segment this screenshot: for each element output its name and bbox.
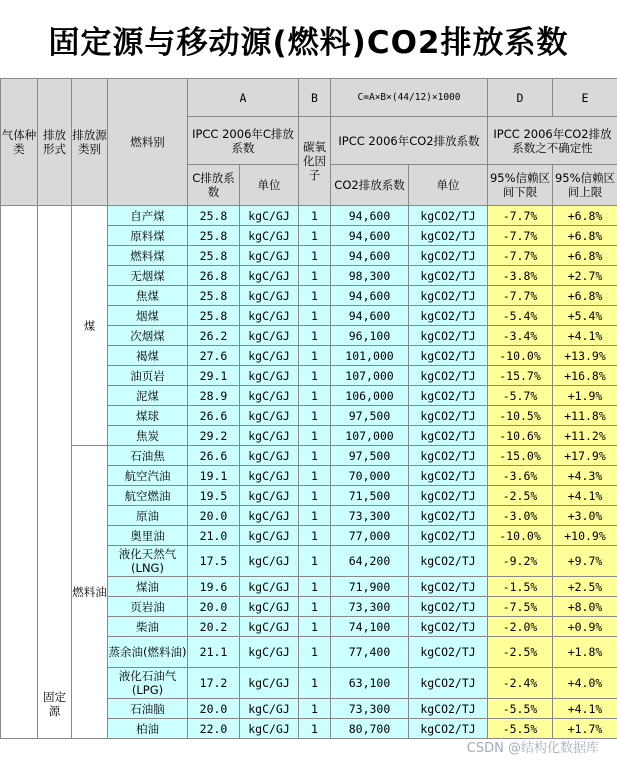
oxidation-cell: 1: [299, 406, 331, 426]
oxidation-cell: 1: [299, 446, 331, 466]
lower-95-cell: -3.4%: [488, 326, 553, 346]
c-factor-cell: 21.0: [188, 526, 240, 546]
header-c-factor: C排放系数: [188, 165, 240, 206]
co2-factor-cell: 73,300: [331, 506, 409, 526]
header-gas-type: 气体种类: [1, 79, 38, 206]
upper-95-cell: +16.8%: [553, 366, 617, 386]
upper-95-cell: +5.4%: [553, 306, 617, 326]
fuel-name-cell: 奥里油: [108, 526, 188, 546]
co2-factor-cell: 71,500: [331, 486, 409, 506]
c-factor-cell: 25.8: [188, 226, 240, 246]
category-fuel-oil: 燃料油: [72, 446, 108, 739]
fuel-name-cell: 褐煤: [108, 346, 188, 366]
oxidation-cell: 1: [299, 546, 331, 577]
c-factor-cell: 19.6: [188, 577, 240, 597]
c-unit-cell: kgC/GJ: [240, 546, 299, 577]
fuel-name-cell: 柴油: [108, 617, 188, 637]
c-unit-cell: kgC/GJ: [240, 246, 299, 266]
co2-unit-cell: kgCO2/TJ: [409, 266, 488, 286]
c-unit-cell: kgC/GJ: [240, 486, 299, 506]
lower-95-cell: -10.5%: [488, 406, 553, 426]
lower-95-cell: -5.4%: [488, 306, 553, 326]
lower-95-cell: -7.7%: [488, 226, 553, 246]
co2-factor-cell: 77,000: [331, 526, 409, 546]
co2-unit-cell: kgCO2/TJ: [409, 668, 488, 699]
c-unit-cell: kgC/GJ: [240, 346, 299, 366]
co2-unit-cell: kgCO2/TJ: [409, 406, 488, 426]
oxidation-cell: 1: [299, 286, 331, 306]
oxidation-cell: 1: [299, 246, 331, 266]
fuel-name-cell: 无烟煤: [108, 266, 188, 286]
oxidation-cell: 1: [299, 699, 331, 719]
c-factor-cell: 22.0: [188, 719, 240, 739]
c-unit-cell: kgC/GJ: [240, 577, 299, 597]
upper-95-cell: +17.9%: [553, 446, 617, 466]
upper-95-cell: +8.0%: [553, 597, 617, 617]
header-oxidation-factor: 碳氧化因子: [299, 117, 331, 206]
lower-95-cell: -5.5%: [488, 699, 553, 719]
co2-unit-cell: kgCO2/TJ: [409, 386, 488, 406]
c-unit-cell: kgC/GJ: [240, 266, 299, 286]
oxidation-cell: 1: [299, 719, 331, 739]
upper-95-cell: +4.0%: [553, 668, 617, 699]
lower-95-cell: -15.0%: [488, 446, 553, 466]
fuel-name-cell: 液化石油气(LPG): [108, 668, 188, 699]
c-factor-cell: 29.2: [188, 426, 240, 446]
lower-95-cell: -5.5%: [488, 719, 553, 739]
co2-unit-cell: kgCO2/TJ: [409, 286, 488, 306]
oxidation-cell: 1: [299, 506, 331, 526]
upper-95-cell: +4.1%: [553, 699, 617, 719]
upper-95-cell: +6.8%: [553, 206, 617, 226]
co2-unit-cell: kgCO2/TJ: [409, 617, 488, 637]
c-factor-cell: 25.8: [188, 286, 240, 306]
oxidation-cell: 1: [299, 577, 331, 597]
oxidation-cell: 1: [299, 266, 331, 286]
co2-unit-cell: kgCO2/TJ: [409, 719, 488, 739]
upper-95-cell: +1.8%: [553, 637, 617, 668]
upper-95-cell: +1.9%: [553, 386, 617, 406]
upper-95-cell: +11.2%: [553, 426, 617, 446]
oxidation-cell: 1: [299, 206, 331, 226]
co2-factor-cell: 94,600: [331, 286, 409, 306]
c-factor-cell: 21.1: [188, 637, 240, 668]
fuel-name-cell: 煤油: [108, 577, 188, 597]
table-row: [1, 446, 617, 466]
upper-95-cell: +4.1%: [553, 326, 617, 346]
upper-95-cell: +1.7%: [553, 719, 617, 739]
lower-95-cell: -15.7%: [488, 366, 553, 386]
header-source-category: 排放源类别: [72, 79, 108, 206]
upper-95-cell: +0.9%: [553, 617, 617, 637]
co2-unit-cell: kgCO2/TJ: [409, 306, 488, 326]
c-factor-cell: 17.2: [188, 668, 240, 699]
fuel-name-cell: 柏油: [108, 719, 188, 739]
header-col-a: A: [188, 79, 299, 117]
lower-95-cell: -2.5%: [488, 486, 553, 506]
c-unit-cell: kgC/GJ: [240, 306, 299, 326]
lower-95-cell: -7.5%: [488, 597, 553, 617]
oxidation-cell: 1: [299, 326, 331, 346]
fuel-name-cell: 页岩油: [108, 597, 188, 617]
co2-unit-cell: kgCO2/TJ: [409, 226, 488, 246]
co2-unit-cell: kgCO2/TJ: [409, 699, 488, 719]
c-unit-cell: kgC/GJ: [240, 326, 299, 346]
upper-95-cell: +10.9%: [553, 526, 617, 546]
header-col-d: D: [488, 79, 553, 117]
co2-factor-cell: 97,500: [331, 406, 409, 426]
fuel-name-cell: 焦炭: [108, 426, 188, 446]
oxidation-cell: 1: [299, 366, 331, 386]
c-factor-cell: 17.5: [188, 546, 240, 577]
fuel-name-cell: 原料煤: [108, 226, 188, 246]
header-ipcc-co2-factor: IPCC 2006年CO2排放系数: [331, 117, 488, 165]
oxidation-cell: 1: [299, 526, 331, 546]
c-unit-cell: kgC/GJ: [240, 719, 299, 739]
fuel-name-cell: 泥煤: [108, 386, 188, 406]
co2-unit-cell: kgCO2/TJ: [409, 326, 488, 346]
lower-95-cell: -3.6%: [488, 466, 553, 486]
header-unit-2: 单位: [409, 165, 488, 206]
co2-factor-cell: 74,100: [331, 617, 409, 637]
header-emission-form: 排放形式: [38, 79, 72, 206]
fuel-name-cell: 蒸余油(燃料油): [108, 637, 188, 668]
upper-95-cell: +4.1%: [553, 486, 617, 506]
fuel-name-cell: 航空燃油: [108, 486, 188, 506]
fuel-name-cell: 自产煤: [108, 206, 188, 226]
lower-95-cell: -3.8%: [488, 266, 553, 286]
co2-factor-cell: 107,000: [331, 366, 409, 386]
oxidation-cell: 1: [299, 637, 331, 668]
c-factor-cell: 26.6: [188, 446, 240, 466]
c-factor-cell: 25.8: [188, 246, 240, 266]
lower-95-cell: -10.0%: [488, 346, 553, 366]
upper-95-cell: +3.0%: [553, 506, 617, 526]
oxidation-cell: 1: [299, 597, 331, 617]
co2-factor-cell: 96,100: [331, 326, 409, 346]
oxidation-cell: 1: [299, 306, 331, 326]
fuel-name-cell: 焦煤: [108, 286, 188, 306]
c-factor-cell: 25.8: [188, 206, 240, 226]
header-unit: 单位: [240, 165, 299, 206]
c-factor-cell: 28.9: [188, 386, 240, 406]
header-fuel-type: 燃料别: [108, 79, 188, 206]
co2-unit-cell: kgCO2/TJ: [409, 637, 488, 668]
header-upper-95: 95%信赖区间上限: [553, 165, 617, 206]
co2-factor-cell: 73,300: [331, 699, 409, 719]
co2-unit-cell: kgCO2/TJ: [409, 577, 488, 597]
co2-factor-cell: 94,600: [331, 206, 409, 226]
co2-unit-cell: kgCO2/TJ: [409, 546, 488, 577]
oxidation-cell: 1: [299, 226, 331, 246]
header-formula: C=A×B×(44/12)×1000: [331, 79, 488, 117]
category-coal: 煤: [72, 206, 108, 446]
lower-95-cell: -7.7%: [488, 286, 553, 306]
c-unit-cell: kgC/GJ: [240, 526, 299, 546]
header-ipcc-uncertainty: IPCC 2006年CO2排放系数之不确定性: [488, 117, 617, 165]
co2-factor-cell: 63,100: [331, 668, 409, 699]
oxidation-cell: 1: [299, 486, 331, 506]
co2-unit-cell: kgCO2/TJ: [409, 206, 488, 226]
c-unit-cell: kgC/GJ: [240, 406, 299, 426]
fuel-name-cell: 煤球: [108, 406, 188, 426]
c-unit-cell: kgC/GJ: [240, 617, 299, 637]
fuel-name-cell: 燃料煤: [108, 246, 188, 266]
co2-factor-cell: 107,000: [331, 426, 409, 446]
c-unit-cell: kgC/GJ: [240, 597, 299, 617]
co2-unit-cell: kgCO2/TJ: [409, 506, 488, 526]
co2-factor-cell: 94,600: [331, 306, 409, 326]
c-unit-cell: kgC/GJ: [240, 206, 299, 226]
c-unit-cell: kgC/GJ: [240, 286, 299, 306]
upper-95-cell: +6.8%: [553, 286, 617, 306]
c-factor-cell: 29.1: [188, 366, 240, 386]
lower-95-cell: -5.7%: [488, 386, 553, 406]
c-factor-cell: 27.6: [188, 346, 240, 366]
fuel-name-cell: 航空汽油: [108, 466, 188, 486]
c-factor-cell: 20.0: [188, 506, 240, 526]
fuel-name-cell: 石油脑: [108, 699, 188, 719]
c-unit-cell: kgC/GJ: [240, 386, 299, 406]
co2-unit-cell: kgCO2/TJ: [409, 346, 488, 366]
upper-95-cell: +2.7%: [553, 266, 617, 286]
header-col-e: E: [553, 79, 617, 117]
co2-factor-cell: 101,000: [331, 346, 409, 366]
emission-factor-table: [0, 78, 617, 739]
oxidation-cell: 1: [299, 617, 331, 637]
lower-95-cell: -3.0%: [488, 506, 553, 526]
oxidation-cell: 1: [299, 386, 331, 406]
c-factor-cell: 25.8: [188, 306, 240, 326]
upper-95-cell: +11.8%: [553, 406, 617, 426]
co2-factor-cell: 73,300: [331, 597, 409, 617]
upper-95-cell: +9.7%: [553, 546, 617, 577]
c-unit-cell: kgC/GJ: [240, 506, 299, 526]
page-title: 固定源与移动源(燃料)CO2排放系数: [48, 24, 569, 61]
c-unit-cell: kgC/GJ: [240, 426, 299, 446]
lower-95-cell: -9.2%: [488, 546, 553, 577]
lower-95-cell: -1.5%: [488, 577, 553, 597]
lower-95-cell: -2.5%: [488, 637, 553, 668]
co2-unit-cell: kgCO2/TJ: [409, 446, 488, 466]
fuel-name-cell: 次烟煤: [108, 326, 188, 346]
c-factor-cell: 20.0: [188, 597, 240, 617]
co2-factor-cell: 97,500: [331, 446, 409, 466]
co2-unit-cell: kgCO2/TJ: [409, 246, 488, 266]
c-unit-cell: kgC/GJ: [240, 637, 299, 668]
co2-unit-cell: kgCO2/TJ: [409, 466, 488, 486]
c-factor-cell: 26.2: [188, 326, 240, 346]
oxidation-cell: 1: [299, 426, 331, 446]
upper-95-cell: +6.8%: [553, 246, 617, 266]
watermark: CSDN @结构化数据库: [466, 741, 599, 756]
c-unit-cell: kgC/GJ: [240, 466, 299, 486]
co2-unit-cell: kgCO2/TJ: [409, 597, 488, 617]
upper-95-cell: +6.8%: [553, 226, 617, 246]
c-factor-cell: 20.2: [188, 617, 240, 637]
co2-factor-cell: 94,600: [331, 226, 409, 246]
co2-unit-cell: kgCO2/TJ: [409, 426, 488, 446]
c-unit-cell: kgC/GJ: [240, 699, 299, 719]
fuel-name-cell: 石油焦: [108, 446, 188, 466]
lower-95-cell: -10.0%: [488, 526, 553, 546]
co2-factor-cell: 77,400: [331, 637, 409, 668]
c-unit-cell: kgC/GJ: [240, 446, 299, 466]
c-unit-cell: kgC/GJ: [240, 366, 299, 386]
gas-type-cell: [1, 206, 38, 739]
co2-unit-cell: kgCO2/TJ: [409, 366, 488, 386]
header-co2-factor: CO2排放系数: [331, 165, 409, 206]
co2-factor-cell: 106,000: [331, 386, 409, 406]
co2-factor-cell: 71,900: [331, 577, 409, 597]
upper-95-cell: +4.3%: [553, 466, 617, 486]
c-factor-cell: 20.0: [188, 699, 240, 719]
co2-unit-cell: kgCO2/TJ: [409, 486, 488, 506]
lower-95-cell: -2.0%: [488, 617, 553, 637]
lower-95-cell: -7.7%: [488, 206, 553, 226]
c-factor-cell: 26.6: [188, 406, 240, 426]
header-col-b: B: [299, 79, 331, 117]
co2-unit-cell: kgCO2/TJ: [409, 526, 488, 546]
header-lower-95: 95%信赖区间下限: [488, 165, 553, 206]
co2-factor-cell: 94,600: [331, 246, 409, 266]
c-unit-cell: kgC/GJ: [240, 226, 299, 246]
lower-95-cell: -10.6%: [488, 426, 553, 446]
fuel-name-cell: 液化天然气(LNG): [108, 546, 188, 577]
upper-95-cell: +13.9%: [553, 346, 617, 366]
co2-factor-cell: 70,000: [331, 466, 409, 486]
c-factor-cell: 19.5: [188, 486, 240, 506]
header-ipcc-c-factor: IPCC 2006年C排放系数: [188, 117, 299, 165]
oxidation-cell: 1: [299, 668, 331, 699]
oxidation-cell: 1: [299, 346, 331, 366]
emission-form-cell: 固定源: [38, 206, 72, 739]
c-factor-cell: 19.1: [188, 466, 240, 486]
c-factor-cell: 26.8: [188, 266, 240, 286]
fuel-name-cell: 烟煤: [108, 306, 188, 326]
lower-95-cell: -7.7%: [488, 246, 553, 266]
fuel-name-cell: 原油: [108, 506, 188, 526]
c-unit-cell: kgC/GJ: [240, 668, 299, 699]
fuel-name-cell: 油页岩: [108, 366, 188, 386]
co2-factor-cell: 98,300: [331, 266, 409, 286]
co2-factor-cell: 64,200: [331, 546, 409, 577]
lower-95-cell: -2.4%: [488, 668, 553, 699]
co2-factor-cell: 80,700: [331, 719, 409, 739]
oxidation-cell: 1: [299, 466, 331, 486]
upper-95-cell: +2.5%: [553, 577, 617, 597]
table-row: [1, 206, 617, 226]
